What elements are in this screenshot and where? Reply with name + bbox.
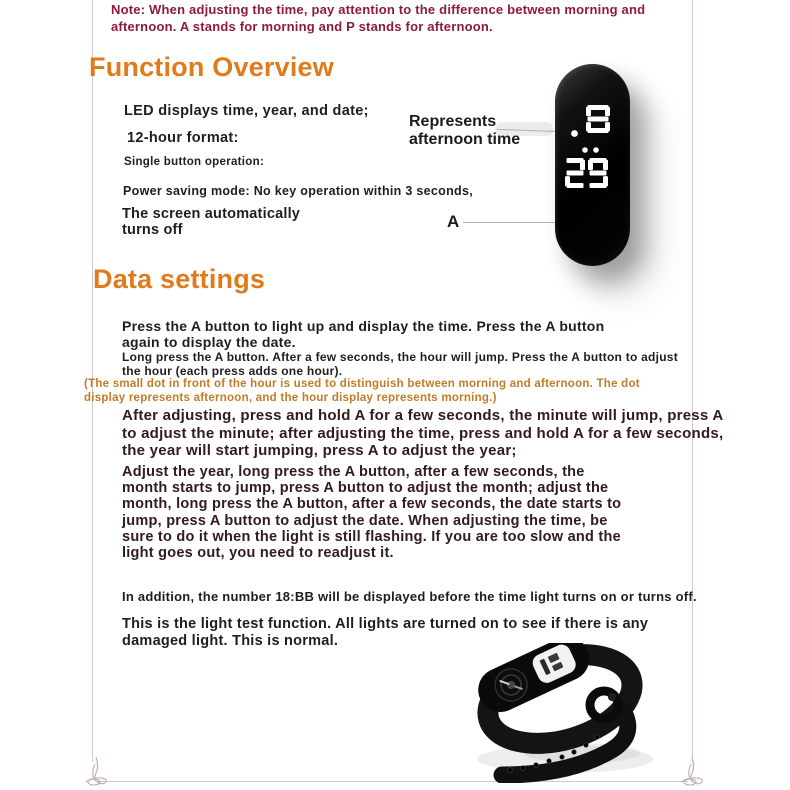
feature-single-button: Single button operation:: [124, 156, 265, 168]
para-long-press: Long press the A button. After a few seconds, the hour will jump. Press the A button to adjust the hour (each press adds one hour).: [122, 350, 678, 378]
corner-scribble-left: [84, 756, 110, 788]
feature-power-saving: Power saving mode: No key operation within 3 seconds,: [123, 184, 473, 198]
corner-scribble-right: [678, 756, 704, 788]
para-18bb: In addition, the number 18:BB will be displayed before the time light turns on or turns off.: [122, 589, 697, 604]
para-light-test: This is the light test function. All lights are turned on to see if there is any damaged light. This is normal.: [122, 616, 649, 649]
para-press-a-button: Press the A button to light up and display the time. Press the A button again to display the date.: [122, 318, 605, 350]
wristband-photo: [470, 643, 665, 783]
callout-a-label: A: [447, 212, 460, 231]
feature-screen-off: The screen automatically turns off: [122, 206, 301, 238]
para-after-adjusting: After adjusting, press and hold A for a few seconds, the minute will jump, press A to adjust the minute; after adjusting the time, press and hold A for a few seconds, the year will start jumping, press A to adjust the year;: [122, 407, 724, 459]
feature-12-hour-format: 12-hour format:: [127, 130, 239, 146]
feature-led: LED displays time, year, and date;: [124, 103, 369, 119]
border-right: [692, 0, 693, 762]
watch-display-digits: [560, 100, 616, 195]
callout-line-a: [463, 222, 559, 223]
para-adjust-year: Adjust the year, long press the A button, after a few seconds, the month starts to jump, press A button to adjust the month; adjust the month, long press the A button, after a few seconds, the date starts to jump, press A button to adjust the date. When adjusting the time, be sure to do it when the light is still flashing. If you are too slow and the light goes out, you need to readjust it.: [122, 464, 622, 562]
function-overview-title: Function Overview: [89, 52, 334, 82]
callout-afternoon-label: Represents afternoon time: [409, 113, 521, 148]
note-text: Note: When adjusting the time, pay attention to the difference between morning and afternoon. A stands for morning and P stands for afternoon.: [111, 2, 646, 34]
data-settings-title: Data settings: [93, 264, 266, 294]
para-dot-note: (The small dot in front of the hour is used to distinguish between morning and afternoon. The dot display represents afternoon, and the hour display represents morning.): [84, 378, 640, 404]
